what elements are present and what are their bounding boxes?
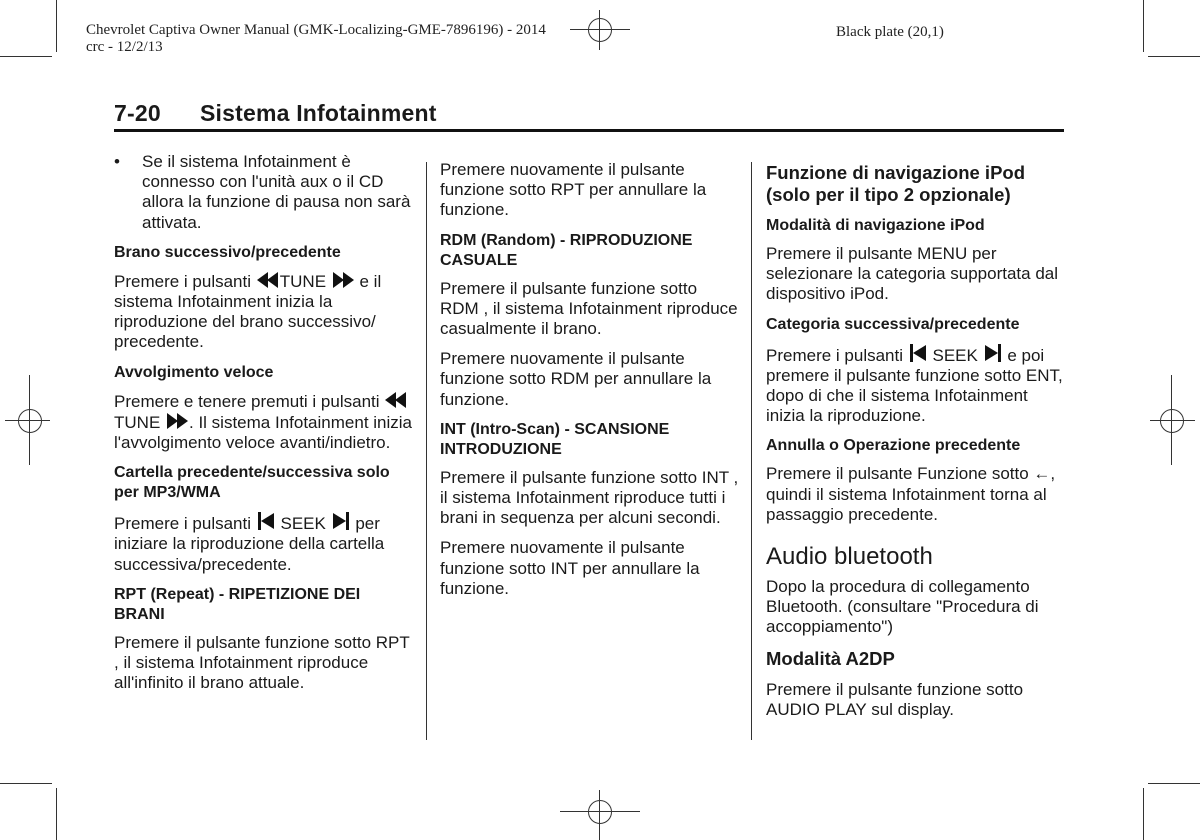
section-title-random: RDM (Random) - RIPRODUZIONE CASUALE (440, 231, 693, 269)
seek-forward-icon (331, 511, 351, 531)
section-title-cancel: Annulla o Operazione precedente (766, 437, 1021, 455)
section-title-folder: Cartella precedente/successiva solo per MP3/WMA (114, 464, 390, 502)
heading-rule (114, 129, 1064, 132)
crop-mark (1148, 56, 1200, 57)
list-item (114, 152, 414, 233)
column-divider (426, 162, 427, 740)
section-heading-a2dp: Modalità A2DP (766, 647, 895, 669)
page-heading (114, 100, 437, 127)
paragraph: Premere e tenere premuti i pulsanti TUNE . Il sistema Infotainment inizia l'avvolgimento veloce avanti/indietro. (114, 391, 412, 453)
bullet-text: Se il sistema Infotainment è connesso con l'unità aux o il CD allora la funzione di pausa non sarà attivata. (142, 152, 411, 232)
page-number: 7-20 (114, 100, 161, 126)
seek-back-icon (908, 343, 928, 363)
paragraph: Premere il pulsante funzione sotto RPT , il sistema Infotainment riproduce all'infinito il brano attuale. (114, 632, 410, 693)
column-3 (766, 162, 1066, 730)
paragraph: Premere i pulsanti SEEK per iniziare la riproduzione della cartella successiva/precedente. (114, 511, 414, 575)
page-title: Sistema Infotainment (200, 100, 437, 126)
section-title-next-prev-track: Brano successivo/precedente (114, 243, 341, 261)
rewind-icon (256, 271, 280, 289)
crop-mark (1143, 788, 1144, 840)
paragraph: Premere i pulsanti TUNE e il sistema Infotainment inizia la riproduzione del brano successivo/ precedente. (114, 271, 382, 352)
rewind-icon (384, 391, 408, 409)
seek-back-icon (256, 511, 276, 531)
header-date: crc - 12/2/13 (86, 39, 163, 55)
paragraph: Premere il pulsante funzione sotto RDM , il sistema Infotainment riproduce casualmente il brano. (440, 278, 738, 339)
paragraph: Premere il pulsante funzione sotto INT , il sistema Infotainment riproduce tutti i brani in sequenza per alcuni secondi. (440, 467, 739, 528)
crop-mark (56, 788, 57, 840)
crop-mark (1148, 783, 1200, 784)
header-doc-id: Chevrolet Captiva Owner Manual (GMK-Localizing-GME-7896196) - 2014 (86, 22, 546, 38)
section-heading-ipod-navigation: Funzione di navigazione iPod (solo per il tipo 2 opzionale) (766, 162, 1026, 205)
fast-forward-icon (165, 412, 189, 430)
paragraph: Premere nuovamente il pulsante funzione sotto RPT per annullare la funzione. (440, 160, 707, 220)
column-1 (114, 152, 414, 703)
bullet-dot: • (114, 152, 120, 171)
paragraph: Premere nuovamente il pulsante funzione sotto INT per annullare la funzione. (440, 538, 700, 598)
section-title-category: Categoria successiva/precedente (766, 315, 1020, 333)
crop-mark (1143, 0, 1144, 52)
section-title-fast-wind: Avvolgimento veloce (114, 363, 274, 381)
section-title-ipod-mode: Modalità di navigazione iPod (766, 217, 985, 234)
paragraph: Premere il pulsante MENU per selezionare la categoria supportata dal dispositivo iPod. (766, 244, 1059, 304)
seek-forward-icon (983, 343, 1003, 363)
section-heading-bluetooth-audio: Audio bluetooth (766, 543, 933, 571)
running-header-left (86, 22, 546, 56)
paragraph: Premere il pulsante Funzione sotto ←, quindi il sistema Infotainment torna al passaggio precedente. (766, 464, 1056, 524)
fast-forward-icon (331, 271, 355, 289)
paragraph: Premere i pulsanti SEEK e poi premere il pulsante funzione sotto ENT, dopo di che il sistema Infotainment inizia la riproduzione. (766, 343, 1066, 427)
section-title-repeat: RPT (Repeat) - RIPETIZIONE DEI BRANI (114, 585, 361, 623)
paragraph: Premere il pulsante funzione sotto AUDIO PLAY sul display. (766, 679, 1024, 719)
crop-mark (0, 56, 52, 57)
paragraph: Premere nuovamente il pulsante funzione sotto RDM per annullare la funzione. (440, 349, 712, 409)
column-2 (440, 160, 740, 609)
paragraph: Dopo la procedura di collegamento Bluetooth. (consultare "Procedura di accoppiamento") (766, 577, 1039, 637)
crop-mark (56, 0, 57, 52)
crop-mark (0, 783, 52, 784)
column-divider (751, 162, 752, 740)
section-title-intro-scan: INT (Intro-Scan) - SCANSIONE INTRODUZIONE (440, 420, 670, 458)
header-plate: Black plate (20,1) (836, 24, 944, 40)
